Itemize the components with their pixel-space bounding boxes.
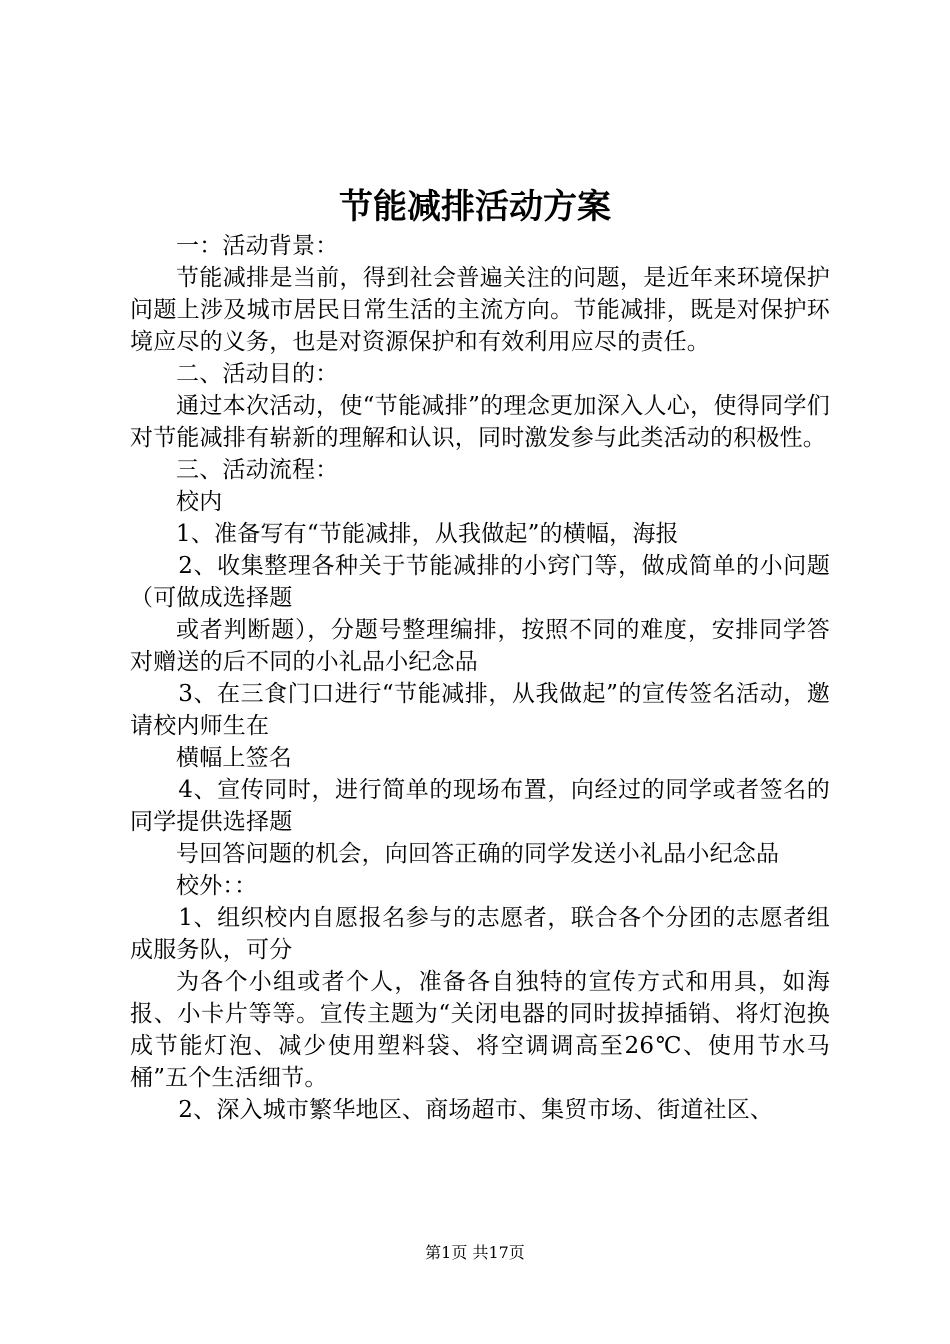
page-footer: 第1页 共17页 — [425, 1243, 525, 1262]
list-item: 2、深入城市繁华地区、商场超市、集贸市场、街道社区、 — [178, 1097, 774, 1123]
paragraph-continuation: 为各个小组或者个人，准备各自独特的宣传方式和用具，如海报、小卡片等等。宣传主题为“关闭电器的同时拔掉插销、将灯泡换成节能灯泡、减少使用塑料袋、将空调调高至26℃、使用节水马桶”五个生活细节。 — [130, 969, 830, 1091]
section-heading-background: 一：活动背景： — [176, 233, 339, 259]
paragraph-background: 节能减排是当前，得到社会普遍关注的问题，是近年来环境保护问题上涉及城市居民日常生活的主流方向。节能减排，既是对保护环境应尽的义务，也是对资源保护和有效利用应尽的责任。 — [130, 265, 830, 355]
list-item: 1、准备写有“节能减排，从我做起”的横幅，海报 — [176, 521, 679, 547]
document-title: 节能减排活动方案 — [339, 187, 611, 227]
section-heading-process: 三、活动流程： — [176, 457, 339, 483]
paragraph-continuation: 或者判断题），分题号整理编排，按照不同的难度，安排同学答对赠送的后不同的小礼品小纪念品 — [130, 617, 830, 675]
document-body — [130, 230, 830, 1126]
section-heading-purpose: 二、活动目的： — [176, 361, 339, 387]
paragraph-purpose: 通过本次活动，使“节能减排”的理念更加深入人心，使得同学们对节能减排有崭新的理解和认识，同时激发参与此类活动的积极性。 — [130, 393, 830, 451]
list-item: 2、收集整理各种关于节能减排的小窍门等，做成简单的小问题（可做成选择题 — [130, 553, 830, 611]
list-item: 1、组织校内自愿报名参与的志愿者，联合各个分团的志愿者组成服务队，可分 — [130, 905, 830, 963]
subheading-off-campus: 校外：： — [176, 873, 258, 899]
list-item: 4、宣传同时，进行简单的现场布置，向经过的同学或者签名的同学提供选择题 — [130, 777, 830, 835]
subheading-on-campus: 校内 — [176, 489, 223, 515]
paragraph-continuation: 横幅上签名 — [176, 745, 292, 771]
list-item: 3、在三食门口进行“节能减排，从我做起”的宣传签名活动，邀请校内师生在 — [130, 681, 830, 739]
paragraph-continuation: 号回答问题的机会，向回答正确的同学发送小礼品小纪念品 — [176, 841, 780, 867]
